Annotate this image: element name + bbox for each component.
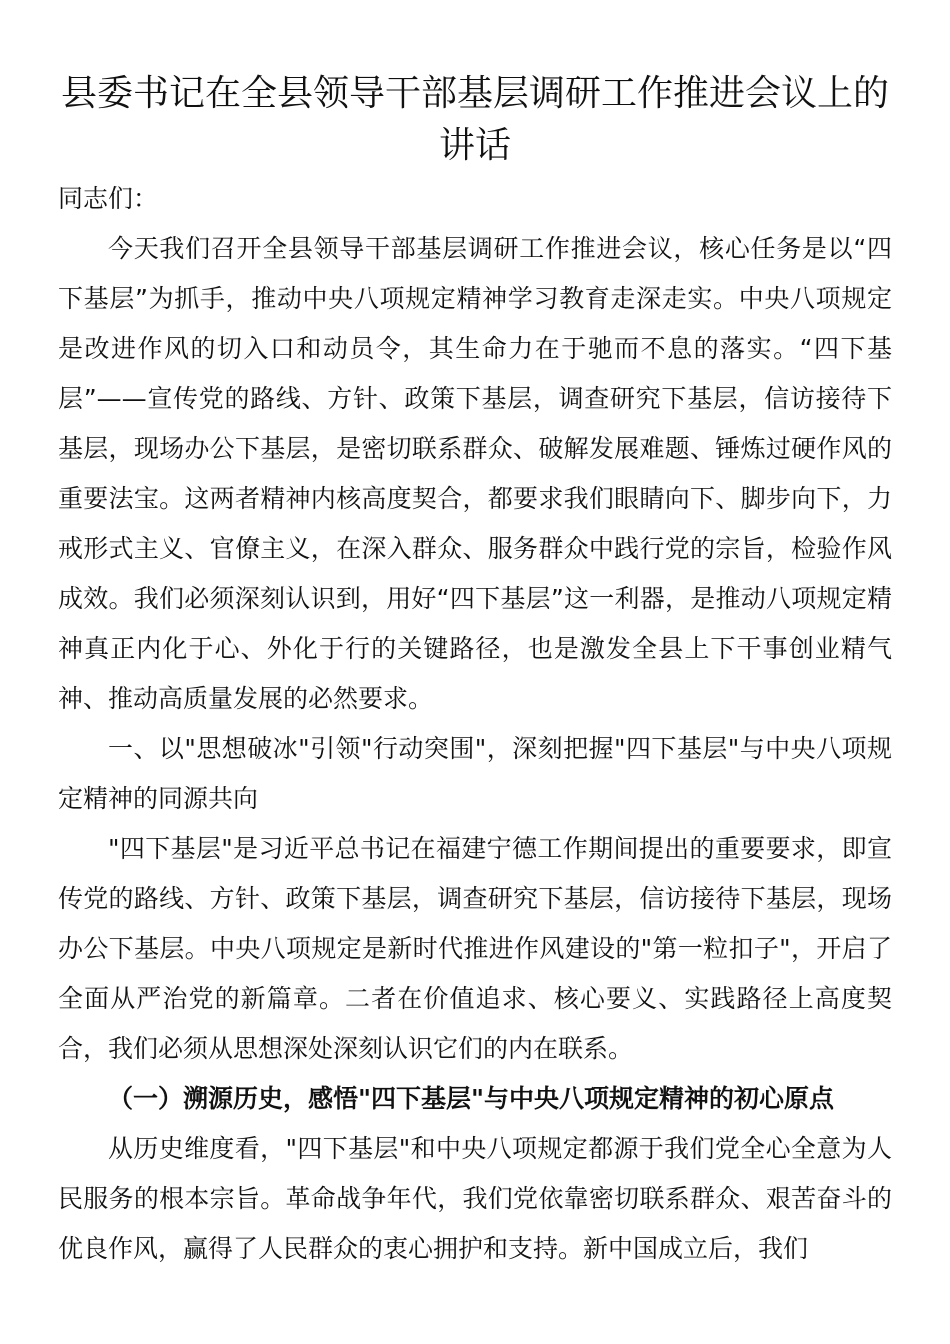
document-body — [58, 174, 892, 1274]
subsection-paragraph-1: 从历史维度看，"四下基层"和中央八项规定都源于我们党全心全意为人民服务的根本宗旨。革命战争年代，我们党依靠密切联系群众、艰苦奋斗的优良作风，赢得了人民群众的衷心拥护和支持。新中国成立后，我们 — [58, 1134, 892, 1263]
section-heading-1: 一、以"思想破冰"引领"行动突围"，深刻把握"四下基层"与中央八项规定精神的同源共向 — [58, 734, 892, 813]
intro-paragraph: 今天我们召开全县领导干部基层调研工作推进会议，核心任务是以“四下基层”为抓手，推动中央八项规定精神学习教育走深走实。中央八项规定是改进作风的切入口和动员令，其生命力在于驰而不息的落实。“四下基层”——宣传党的路线、方针、政策下基层，调查研究下基层，信访接待下基层，现场办公下基层，是密切联系群众、破解发展难题、锤炼过硬作风的重要法宝。这两者精神内核高度契合，都要求我们眼睛向下、脚步向下，力戒形式主义、官僚主义，在深入群众、服务群众中践行党的宗旨，检验作风成效。我们必须深刻认识到，用好“四下基层”这一利器，是推动八项规定精神真正内化于心、外化于行的关键路径，也是激发全县上下干事创业精气神、推动高质量发展的必然要求。 — [58, 234, 892, 713]
section-paragraph-1: "四下基层"是习近平总书记在福建宁德工作期间提出的重要要求，即宣传党的路线、方针、政策下基层，调查研究下基层，信访接待下基层，现场办公下基层。中央八项规定是新时代推进作风建设的"第一粒扣子"，开启了全面从严治党的新篇章。二者在价值追求、核心要义、实践路径上高度契合，我们必须从思想深处深刻认识它们的内在联系。 — [58, 834, 892, 1063]
subsection-heading-1: （一）溯源历史，感悟"四下基层"与中央八项规定精神的初心原点 — [108, 1084, 835, 1113]
document-title: 县委书记在全县领导干部基层调研工作推进会议上的讲话 — [60, 73, 889, 166]
salutation: 同志们： — [58, 184, 159, 213]
